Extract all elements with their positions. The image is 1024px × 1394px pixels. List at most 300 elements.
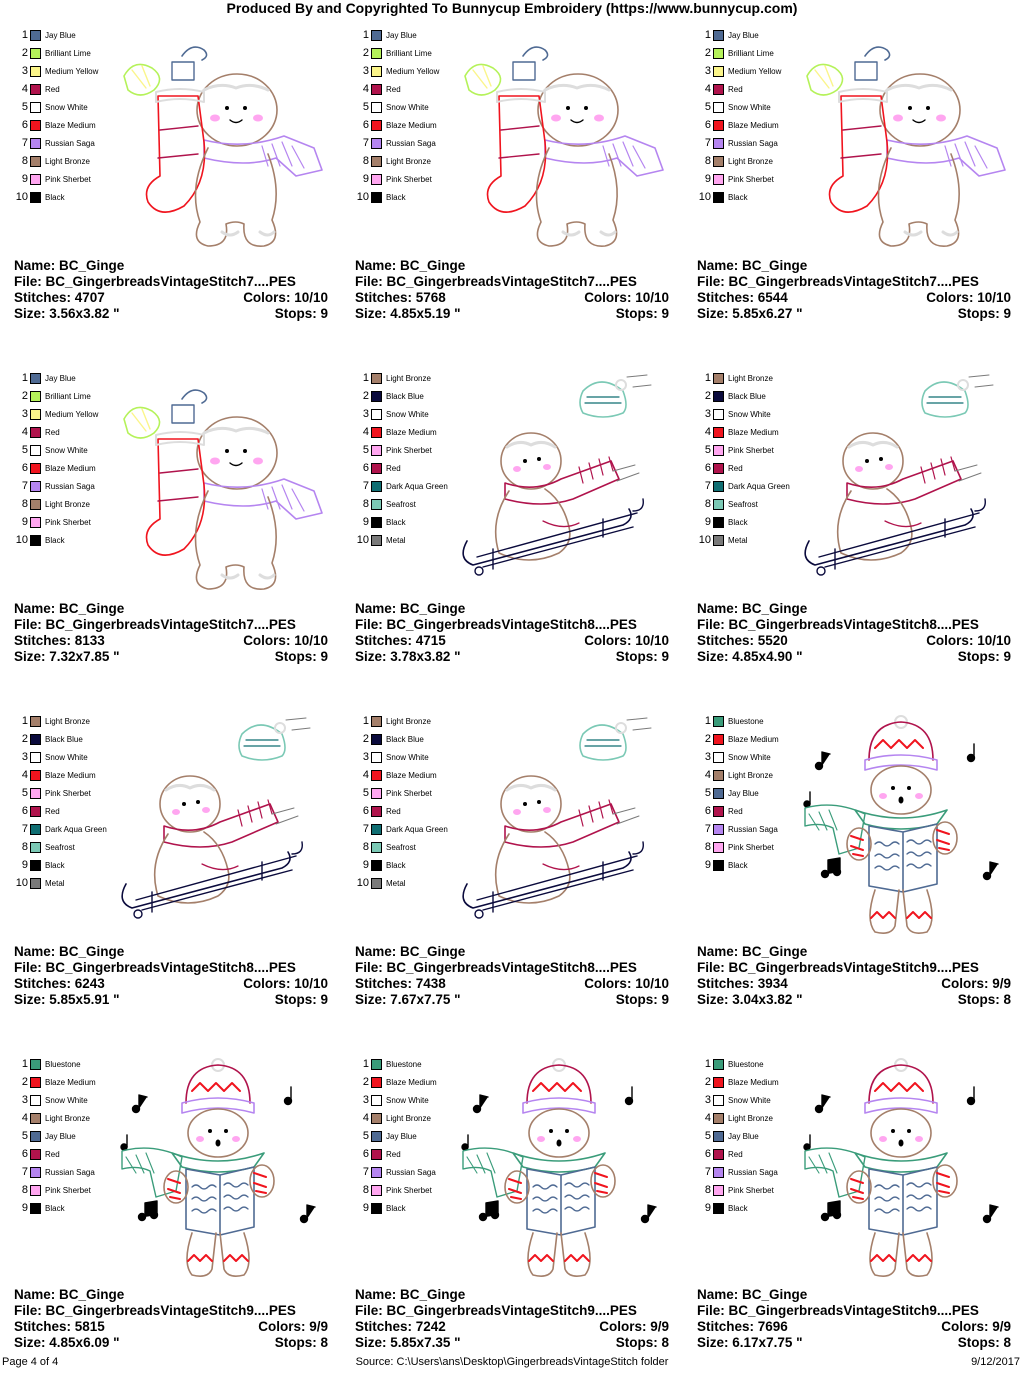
color-swatch: [713, 842, 724, 853]
color-swatch: [30, 102, 41, 113]
color-name: Black: [386, 860, 406, 870]
name-row: [355, 1287, 669, 1303]
file-row: [14, 617, 328, 633]
color-name: Light Bronze: [45, 716, 90, 726]
color-swatch: [30, 878, 41, 889]
color-name: Snow White: [386, 102, 429, 112]
color-swatch: [713, 517, 724, 528]
color-name: Light Bronze: [45, 1113, 90, 1123]
color-name: Blaze Medium: [728, 734, 779, 744]
color-name: Pink Sherbet: [728, 1185, 774, 1195]
color-swatch: [371, 1185, 382, 1196]
color-number: 3: [704, 65, 711, 77]
design-stitches: 6544: [757, 290, 788, 305]
size-label: Size:: [697, 1335, 729, 1350]
legend-row: [355, 1181, 437, 1199]
file-row: [697, 617, 1011, 633]
legend-row: [355, 62, 439, 80]
color-name: Snow White: [728, 102, 771, 112]
color-number: 1: [362, 372, 369, 384]
name-row: [14, 944, 328, 960]
legend-row: [355, 152, 439, 170]
color-swatch: [30, 517, 41, 528]
legend-row: [355, 838, 448, 856]
legend-row: [355, 459, 448, 477]
color-name: Pink Sherbet: [45, 517, 91, 527]
color-legend: [14, 712, 107, 892]
color-number: 8: [21, 155, 28, 167]
size-row: [355, 306, 669, 322]
name-label: Name:: [355, 601, 397, 616]
color-legend: [355, 26, 439, 206]
color-number: 10: [15, 534, 28, 546]
legend-row: [14, 874, 107, 892]
legend-row: [697, 766, 779, 784]
design-file: BC_GingerbreadsVintageStitch9....PES: [386, 1303, 637, 1318]
legend-row: [697, 188, 781, 206]
color-number: 7: [362, 823, 369, 835]
color-swatch: [713, 535, 724, 546]
color-number: 1: [21, 715, 28, 727]
design-file: BC_GingerbreadsVintageStitch7....PES: [386, 274, 637, 289]
legend-row: [355, 441, 448, 459]
legend-row: [697, 477, 790, 495]
design-stitches: 7242: [415, 1319, 446, 1334]
design-file: BC_GingerbreadsVintageStitch7....PES: [45, 274, 296, 289]
legend-row: [355, 531, 448, 549]
color-name: Blaze Medium: [45, 770, 96, 780]
color-number: 9: [21, 1202, 28, 1214]
size-label: Size:: [697, 649, 729, 664]
color-name: Light Bronze: [386, 373, 431, 383]
color-swatch: [713, 1185, 724, 1196]
color-swatch: [30, 30, 41, 41]
color-name: Seafrost: [386, 842, 416, 852]
color-swatch: [371, 878, 382, 889]
name-row: [355, 258, 669, 274]
color-number: 5: [362, 101, 369, 113]
stops-label: Stops:: [274, 306, 317, 321]
design-size: 3.56x3.82 ": [49, 306, 120, 321]
color-number: 3: [21, 65, 28, 77]
design-file: BC_GingerbreadsVintageStitch8....PES: [386, 960, 637, 975]
color-number: 2: [21, 733, 28, 745]
stitches-label: Stitches:: [14, 1319, 72, 1334]
color-name: Black Blue: [728, 391, 766, 401]
color-number: 4: [21, 83, 28, 95]
color-number: 8: [704, 1184, 711, 1196]
color-number: 8: [362, 155, 369, 167]
color-swatch: [30, 409, 41, 420]
design-card: [0, 1051, 341, 1394]
color-name: Red: [728, 463, 743, 473]
color-swatch: [713, 734, 724, 745]
size-row: [355, 1335, 669, 1351]
color-swatch: [371, 535, 382, 546]
name-label: Name:: [14, 258, 56, 273]
color-name: Red: [728, 1149, 743, 1159]
legend-row: [697, 712, 779, 730]
color-swatch: [713, 481, 724, 492]
design-size: 7.32x7.85 ": [49, 649, 120, 664]
color-swatch: [30, 373, 41, 384]
color-swatch: [30, 860, 41, 871]
legend-row: [697, 1127, 779, 1145]
legend-row: [14, 820, 107, 838]
stops-label: Stops:: [274, 1335, 317, 1350]
color-swatch: [371, 734, 382, 745]
color-name: Pink Sherbet: [728, 842, 774, 852]
legend-row: [355, 1055, 437, 1073]
design-name: BC_Ginge: [400, 601, 466, 616]
color-swatch: [30, 391, 41, 402]
color-name: Light Bronze: [728, 373, 773, 383]
color-number: 4: [362, 769, 369, 781]
design-info: [355, 601, 669, 665]
file-label: File:: [355, 617, 383, 632]
legend-row: [14, 62, 98, 80]
size-row: [14, 1335, 328, 1351]
stitches-row: [697, 290, 1011, 306]
legend-row: [355, 80, 439, 98]
size-label: Size:: [355, 306, 387, 321]
stops-label: Stops:: [957, 992, 1000, 1007]
legend-row: [14, 387, 98, 405]
file-row: [697, 960, 1011, 976]
color-swatch: [30, 138, 41, 149]
design-card: [341, 1051, 682, 1394]
color-swatch: [371, 842, 382, 853]
name-row: [14, 601, 328, 617]
color-name: Jay Blue: [386, 1131, 417, 1141]
color-name: Pink Sherbet: [45, 174, 91, 184]
legend-row: [14, 423, 98, 441]
color-number: 8: [704, 155, 711, 167]
color-swatch: [713, 1095, 724, 1106]
color-number: 3: [21, 408, 28, 420]
color-swatch: [371, 481, 382, 492]
color-number: 6: [704, 1148, 711, 1160]
gingerbread-caroler-artwork: [453, 1057, 675, 1283]
color-number: 1: [21, 29, 28, 41]
color-swatch: [371, 499, 382, 510]
legend-row: [14, 1055, 96, 1073]
color-swatch: [30, 535, 41, 546]
gingerbread-stocking-artwork: [112, 28, 334, 254]
color-name: Black Blue: [45, 734, 83, 744]
color-name: Metal: [386, 878, 406, 888]
color-swatch: [30, 1185, 41, 1196]
color-name: Medium Yellow: [45, 409, 99, 419]
color-number: 8: [704, 841, 711, 853]
color-name: Light Bronze: [45, 156, 90, 166]
page-number: Page 4 of 4: [2, 1356, 59, 1368]
color-number: 1: [21, 372, 28, 384]
name-label: Name:: [355, 944, 397, 959]
legend-row: [697, 1091, 779, 1109]
legend-row: [14, 1109, 96, 1127]
legend-row: [14, 1163, 96, 1181]
color-number: 4: [704, 426, 711, 438]
color-name: Bluestone: [45, 1059, 81, 1069]
colors-label: Colors:: [926, 633, 974, 648]
legend-row: [697, 98, 781, 116]
color-swatch: [713, 752, 724, 763]
color-swatch: [713, 192, 724, 203]
color-number: 3: [21, 1094, 28, 1106]
stops-label: Stops:: [615, 1335, 658, 1350]
color-swatch: [30, 842, 41, 853]
color-swatch: [713, 120, 724, 131]
legend-row: [355, 1199, 437, 1217]
color-swatch: [371, 1167, 382, 1178]
colors-label: Colors:: [941, 1319, 989, 1334]
design-file: BC_GingerbreadsVintageStitch7....PES: [45, 617, 296, 632]
color-name: Black Blue: [386, 391, 424, 401]
legend-row: [697, 62, 781, 80]
color-number: 10: [698, 191, 711, 203]
legend-row: [14, 802, 107, 820]
stitches-label: Stitches:: [697, 290, 755, 305]
file-row: [14, 960, 328, 976]
design-info: [697, 944, 1011, 1008]
stitches-label: Stitches:: [697, 976, 755, 991]
design-stitches: 3934: [757, 976, 788, 991]
legend-row: [355, 369, 448, 387]
color-swatch: [30, 806, 41, 817]
design-stops: 8: [320, 1335, 328, 1350]
color-swatch: [713, 824, 724, 835]
color-swatch: [713, 445, 724, 456]
design-name: BC_Ginge: [59, 1287, 125, 1302]
legend-row: [697, 820, 779, 838]
legend-row: [355, 820, 448, 838]
color-name: Metal: [728, 535, 748, 545]
color-number: 5: [704, 101, 711, 113]
design-info: [14, 1287, 328, 1351]
legend-row: [355, 1163, 437, 1181]
color-swatch: [30, 1077, 41, 1088]
color-number: 3: [704, 408, 711, 420]
color-number: 10: [356, 877, 369, 889]
design-stops: 9: [320, 649, 328, 664]
color-number: 6: [362, 462, 369, 474]
design-card: [683, 708, 1024, 1051]
design-colors: 10/10: [635, 290, 669, 305]
color-name: Snow White: [386, 752, 429, 762]
legend-row: [355, 1091, 437, 1109]
color-swatch: [371, 84, 382, 95]
color-name: Light Bronze: [386, 156, 431, 166]
color-swatch: [30, 156, 41, 167]
legend-row: [697, 1055, 779, 1073]
design-stitches: 4715: [415, 633, 446, 648]
color-name: Snow White: [45, 1095, 88, 1105]
color-name: Jay Blue: [45, 30, 76, 40]
color-swatch: [371, 120, 382, 131]
stitches-row: [14, 1319, 328, 1335]
color-number: 9: [21, 859, 28, 871]
color-swatch: [30, 445, 41, 456]
stitches-label: Stitches:: [355, 976, 413, 991]
stops-label: Stops:: [615, 306, 658, 321]
design-file: BC_GingerbreadsVintageStitch7....PES: [728, 274, 979, 289]
color-swatch: [30, 120, 41, 131]
colors-label: Colors:: [584, 633, 632, 648]
print-date: 9/12/2017: [971, 1356, 1020, 1368]
file-row: [697, 1303, 1011, 1319]
design-size: 7.67x7.75 ": [390, 992, 461, 1007]
color-number: 6: [704, 462, 711, 474]
color-name: Red: [728, 84, 743, 94]
color-name: Jay Blue: [45, 1131, 76, 1141]
page-footer: [0, 1354, 1024, 1370]
design-stitches: 7438: [415, 976, 446, 991]
color-legend: [697, 369, 790, 549]
design-colors: 10/10: [294, 633, 328, 648]
design-card: [0, 22, 341, 365]
color-number: 2: [362, 47, 369, 59]
design-name: BC_Ginge: [742, 1287, 808, 1302]
color-number: 8: [21, 498, 28, 510]
color-number: 3: [21, 751, 28, 763]
color-swatch: [30, 1203, 41, 1214]
color-number: 9: [362, 859, 369, 871]
color-name: Seafrost: [386, 499, 416, 509]
design-card: [341, 22, 682, 365]
color-number: 4: [21, 1112, 28, 1124]
design-stitches: 5768: [415, 290, 446, 305]
legend-row: [355, 26, 439, 44]
color-number: 2: [704, 47, 711, 59]
color-name: Bluestone: [728, 716, 764, 726]
file-label: File:: [697, 274, 725, 289]
stitches-row: [14, 290, 328, 306]
color-swatch: [371, 1113, 382, 1124]
color-name: Red: [45, 806, 60, 816]
color-number: 6: [362, 805, 369, 817]
stops-label: Stops:: [957, 1335, 1000, 1350]
legend-row: [14, 784, 107, 802]
color-number: 7: [704, 137, 711, 149]
legend-row: [697, 1163, 779, 1181]
legend-row: [14, 1091, 96, 1109]
color-name: Snow White: [728, 409, 771, 419]
color-swatch: [713, 174, 724, 185]
design-card: [0, 365, 341, 708]
stops-label: Stops:: [274, 992, 317, 1007]
legend-row: [14, 134, 98, 152]
color-number: 9: [704, 1202, 711, 1214]
color-name: Medium Yellow: [45, 66, 99, 76]
color-number: 2: [21, 390, 28, 402]
legend-row: [697, 802, 779, 820]
color-name: Pink Sherbet: [386, 1185, 432, 1195]
legend-row: [14, 80, 98, 98]
legend-row: [697, 441, 790, 459]
size-label: Size:: [355, 992, 387, 1007]
legend-row: [697, 44, 781, 62]
color-name: Red: [45, 427, 60, 437]
color-name: Light Bronze: [728, 156, 773, 166]
design-size: 5.85x5.91 ": [49, 992, 120, 1007]
legend-row: [14, 766, 107, 784]
color-swatch: [30, 752, 41, 763]
color-swatch: [30, 1113, 41, 1124]
color-name: Pink Sherbet: [45, 1185, 91, 1195]
size-label: Size:: [14, 649, 46, 664]
color-number: 1: [21, 1058, 28, 1070]
legend-row: [355, 387, 448, 405]
legend-row: [14, 116, 98, 134]
name-label: Name:: [14, 1287, 56, 1302]
design-stops: 8: [1003, 1335, 1011, 1350]
color-swatch: [30, 1059, 41, 1070]
color-name: Russian Saga: [45, 1167, 95, 1177]
color-name: Black: [386, 517, 406, 527]
color-name: Pink Sherbet: [728, 174, 774, 184]
color-number: 3: [704, 751, 711, 763]
legend-row: [14, 1199, 96, 1217]
color-swatch: [30, 192, 41, 203]
color-swatch: [30, 716, 41, 727]
legend-row: [355, 170, 439, 188]
color-number: 7: [21, 1166, 28, 1178]
color-name: Blaze Medium: [386, 427, 437, 437]
legend-row: [697, 856, 779, 874]
color-swatch: [713, 788, 724, 799]
color-swatch: [713, 860, 724, 871]
design-stops: 9: [1003, 306, 1011, 321]
legend-row: [14, 44, 98, 62]
size-label: Size:: [355, 1335, 387, 1350]
color-swatch: [30, 734, 41, 745]
color-swatch: [713, 1059, 724, 1070]
legend-row: [697, 784, 779, 802]
color-swatch: [713, 156, 724, 167]
design-size: 4.85x4.90 ": [732, 649, 803, 664]
file-label: File:: [14, 1303, 42, 1318]
design-colors: 10/10: [635, 633, 669, 648]
file-label: File:: [697, 617, 725, 632]
design-size: 4.85x5.19 ": [390, 306, 461, 321]
color-name: Red: [45, 1149, 60, 1159]
name-label: Name:: [355, 258, 397, 273]
color-name: Snow White: [45, 752, 88, 762]
legend-row: [14, 369, 98, 387]
color-name: Pink Sherbet: [386, 174, 432, 184]
color-number: 5: [362, 787, 369, 799]
legend-row: [697, 423, 790, 441]
color-number: 7: [704, 480, 711, 492]
legend-row: [355, 1127, 437, 1145]
color-legend: [14, 369, 98, 549]
design-card: [341, 365, 682, 708]
color-swatch: [371, 66, 382, 77]
legend-row: [355, 134, 439, 152]
colors-label: Colors:: [584, 976, 632, 991]
legend-row: [355, 748, 448, 766]
colors-label: Colors:: [941, 976, 989, 991]
gingerbread-caroler-artwork: [112, 1057, 334, 1283]
color-name: Black: [386, 192, 406, 202]
color-swatch: [713, 1203, 724, 1214]
color-number: 3: [362, 65, 369, 77]
color-number: 1: [704, 715, 711, 727]
color-swatch: [713, 48, 724, 59]
color-number: 4: [21, 769, 28, 781]
stitches-label: Stitches:: [355, 290, 413, 305]
